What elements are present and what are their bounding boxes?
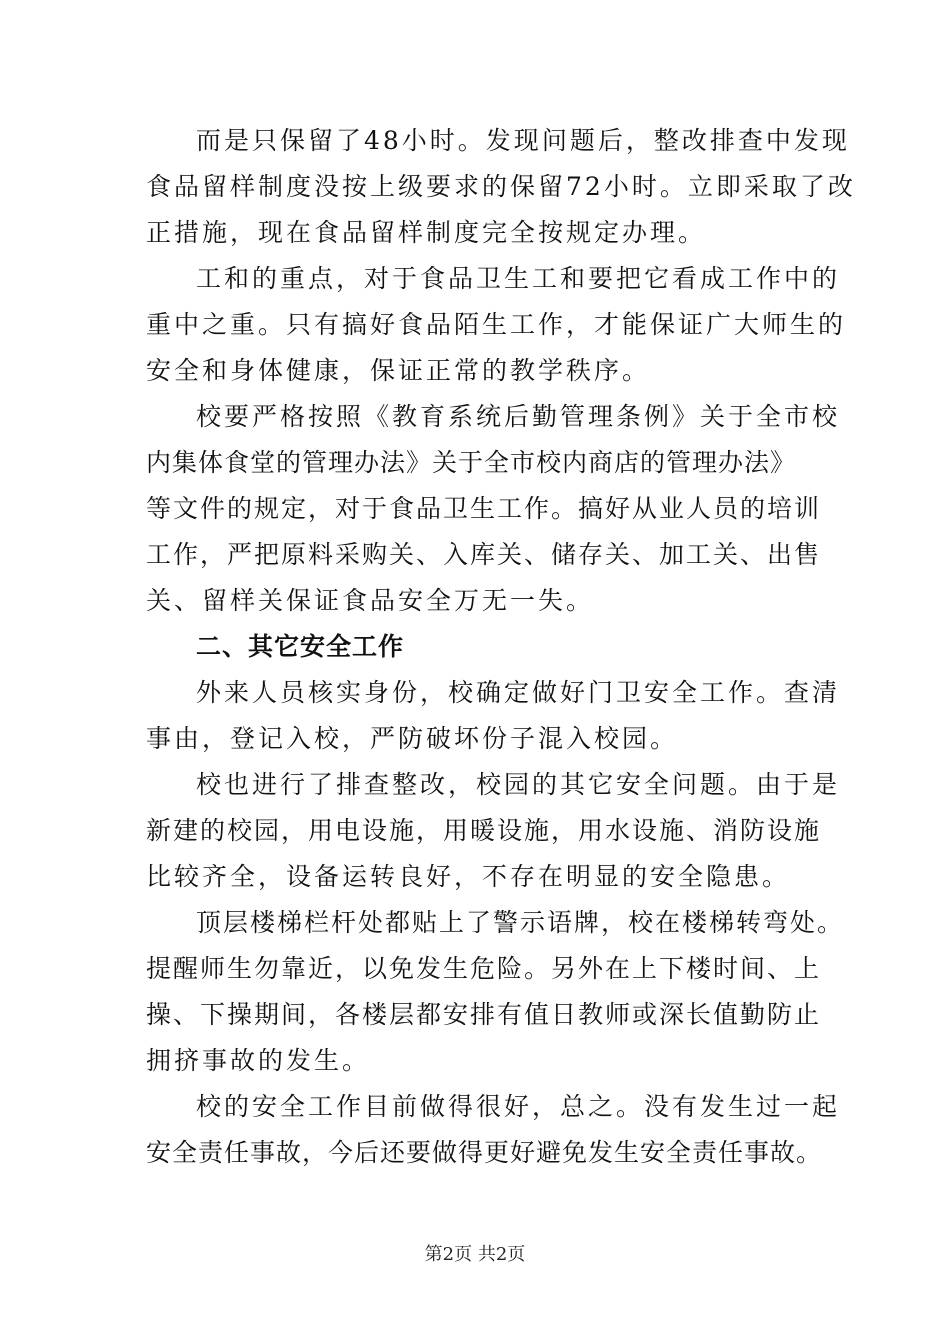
paragraph-line: 工和的重点，对于食品卫生工和要把它看成工作中的: [196, 264, 841, 293]
paragraph-line: 食品留样制度没按上级要求的保留72小时。立即采取了改: [146, 172, 856, 201]
paragraph-line: 安全责任事故，今后还要做得更好避免发生安全责任事故。: [146, 1138, 823, 1167]
paragraph-line: 校也进行了排查整改，校园的其它安全问题。由于是: [196, 770, 841, 799]
paragraph-line: 比较齐全，设备运转良好，不存在明显的安全隐患。: [146, 862, 791, 891]
paragraph-line: 校的安全工作目前做得很好，总之。没有发生过一起: [196, 1092, 841, 1121]
paragraph-line: 正措施，现在食品留样制度完全按规定办理。: [146, 218, 707, 247]
paragraph-line: 重中之重。只有搞好食品陌生工作，才能保证广大师生的: [146, 310, 847, 339]
paragraph-line: 内集体食堂的管理办法》关于全市校内商店的管理办法》: [146, 448, 797, 477]
section-heading: 二、其它安全工作: [196, 632, 405, 661]
paragraph-line: 拥挤事故的发生。: [146, 1046, 371, 1075]
paragraph-line: 校要严格按照《教育系统后勤管理条例》关于全市校: [196, 402, 841, 431]
paragraph-line: 等文件的规定，对于食品卫生工作。搞好从业人员的培训: [146, 494, 822, 523]
paragraph-line: 而是只保留了48小时。发现问题后，整改排查中发现: [196, 126, 850, 155]
paragraph-line: 提醒师生勿靠近，以免发生危险。另外在上下楼时间、上: [146, 954, 822, 983]
paragraph-line: 新建的校园，用电设施，用暖设施，用水设施、消防设施: [146, 816, 822, 845]
paragraph-line: 顶层楼梯栏杆处都贴上了警示语牌，校在楼梯转弯处。: [196, 908, 845, 937]
paragraph-line: 工作，严把原料采购关、入库关、储存关、加工关、出售: [146, 540, 822, 569]
page-footer: 第2页 共2页: [424, 1244, 526, 1265]
paragraph-line: 安全和身体健康，保证正常的教学秩序。: [146, 356, 651, 385]
paragraph-line: 操、下操期间，各楼层都安排有值日教师或深长值勤防止: [146, 1000, 822, 1029]
paragraph-line: 关、留样关保证食品安全万无一失。: [146, 586, 595, 615]
paragraph-line: 外来人员核实身份，校确定做好门卫安全工作。查清: [196, 678, 841, 707]
paragraph-line: 事由，登记入校，严防破坏份子混入校园。: [146, 724, 679, 753]
document-body: [146, 118, 856, 1176]
